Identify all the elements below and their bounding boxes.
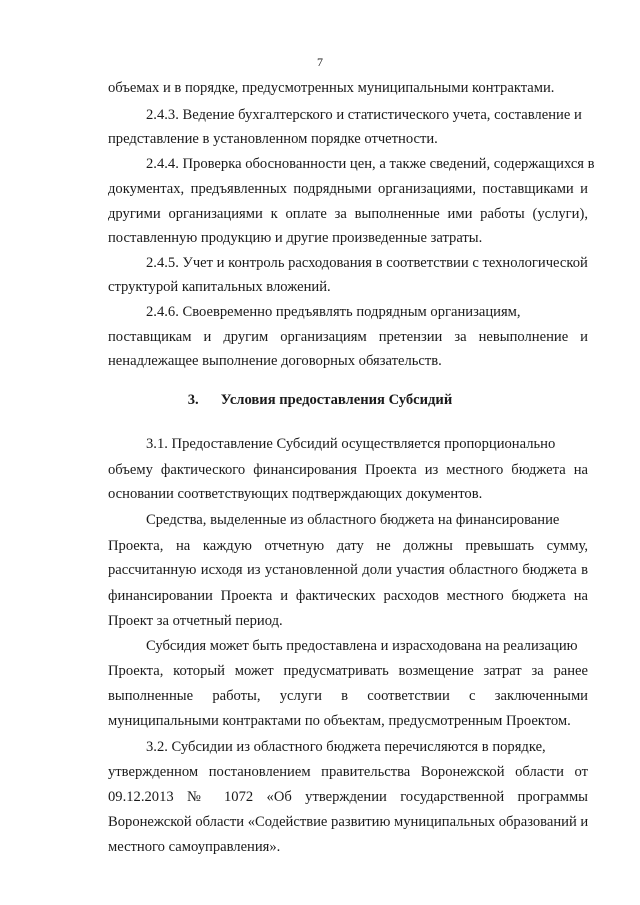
text-line: выполненные работы, услуги в соответствии с заключенными [108, 688, 588, 704]
text-line: Проект за отчетный период. [108, 613, 283, 629]
text-line: объемах и в порядке, предусмотренных муниципальными контрактами. [108, 80, 555, 96]
text-line: другими организациями к оплате за выполненные ими работы (услуги), [108, 206, 588, 222]
text-line: представление в установленном порядке отчетности. [108, 131, 438, 147]
text-line: объему фактического финансирования Проекта из местного бюджета на [108, 462, 588, 478]
text-line: муниципальными контрактами по объектам, предусмотренным Проектом. [108, 713, 571, 729]
text-line: 2.4.6. Своевременно предъявлять подрядным организациям, [146, 304, 521, 320]
section-heading-number: 3. [187, 392, 199, 408]
text-line: ненадлежащее выполнение договорных обязательств. [108, 353, 442, 369]
text-line: поставщикам и другим организациям претензии за невыполнение и [108, 329, 588, 345]
section-heading [0, 390, 640, 410]
text-line: основании соответствующих подтверждающих документов. [108, 486, 483, 502]
page-number: 7 [317, 55, 323, 69]
text-line: утвержденном постановлением правительства Воронежской области от [108, 764, 588, 780]
text-line: финансировании Проекта и фактических расходов местного бюджета на [108, 588, 588, 604]
text-line: структурой капитальных вложений. [108, 279, 331, 295]
section-heading-title: Условия предоставления Субсидий [220, 392, 453, 408]
text-line: Средства, выделенные из областного бюджета на финансирование [146, 512, 560, 528]
text-line: 09.12.2013 № 1072 «Об утверждении государственной программы [108, 789, 588, 805]
text-line: 2.4.5. Учет и контроль расходования в соответствии с технологической [146, 255, 588, 271]
text-line: местного самоуправления». [108, 839, 281, 855]
text-line: документах, предъявленных подрядными организациями, поставщиками и [108, 181, 588, 197]
text-line: Субсидия может быть предоставлена и израсходована на реализацию [146, 638, 578, 654]
text-line: Проекта, который может предусматривать возмещение затрат за ранее [108, 663, 588, 679]
text-line: 3.1. Предоставление Субсидий осуществляется пропорционально [146, 436, 556, 452]
text-line: 2.4.4. Проверка обоснованности цен, а также сведений, содержащихся в [146, 156, 595, 172]
text-line: 2.4.3. Ведение бухгалтерского и статистического учета, составление и [146, 107, 582, 123]
text-line: Воронежской области «Содействие развитию муниципальных образований и [108, 814, 589, 830]
text-line: поставленную продукцию и другие произведенные затраты. [108, 230, 483, 246]
text-line: Проекта, на каждую отчетную дату не должны превышать сумму, [108, 538, 588, 554]
text-line: рассчитанную исходя из установленной доли участия областного бюджета в [108, 562, 588, 578]
text-line: 3.2. Субсидии из областного бюджета перечисляются в порядке, [146, 739, 546, 755]
